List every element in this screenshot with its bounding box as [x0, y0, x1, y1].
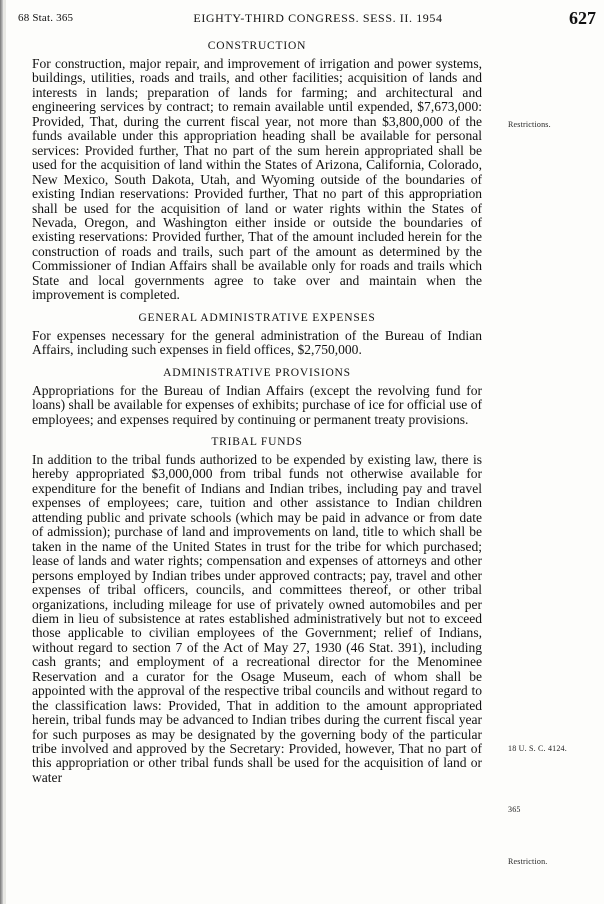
section-body-tribal-funds: In addition to the tribal funds authorized to be expended by existing law, there is hereby appropriated $3,000,000 from tribal funds not otherwise available for expenditure for the benefit of Indians and Indian tribes, including pay and travel expenses of employees; care, tuition and other assistance to Indian children attending public and private schools (which may be paid in advance or from date of admission); purchase of land and improvements on land, title to which shall be taken in the name of the United States in trust for the tribe for which purchased; lease of lands and water rights; compensation and expenses of attorneys and other persons employed by Indian tribes under approved contracts; pay, travel and other expenses of tribal officers, councils, and committees thereof, or other tribal organizations, including mileage for use of privately owned automobiles and per diem in lieu of subsistence at rates established administratively but not to exceed those applicable to civilian employees of the Government; relief of Indians, without regard to section 7 of the Act of May 27, 1930 (46 Stat. 391), including cash grants; and employment of a recreational director for the Menominee Reservation and a curator for the Osage Museum, each of whom shall be appointed with the approval of the respective tribal councils and without regard to the classification laws: Provided, That in addition to the amount appropriated herein, tribal funds may be advanced to Indian tribes during the current fiscal year for such purposes as may be designated by the governing body of the particular tribe involved and approved by the Secretary: Provided, however, That no part of this appropriation or other tribal funds shall be used for the acquisition of land or water	[32, 451, 482, 785]
section-heading-tribal-funds: TRIBAL FUNDS	[211, 435, 303, 448]
main-text-column	[32, 40, 482, 785]
running-header	[18, 8, 596, 30]
margin-note-page-ref: 365	[508, 805, 521, 814]
margin-note-restriction: Restriction.	[508, 857, 548, 866]
section-body-administrative-provisions: Appropriations for the Bureau of Indian Affairs (except the revolving fund for loans) shall be available for expenses of exhibits; purchase of ice for official use of employees; and expenses required by continuing or permanent treaty provisions.	[32, 382, 482, 427]
section-body-general-administrative-expenses: For expenses necessary for the general administration of the Bureau of Indian Affairs, including such expenses in field offices, $2,750,000.	[32, 327, 482, 358]
running-title: EIGHTY-THIRD CONGRESS. SESS. II. 1954	[193, 11, 443, 25]
section-heading-administrative-provisions: ADMINISTRATIVE PROVISIONS	[163, 366, 351, 379]
section-heading-general-administrative-expenses: GENERAL ADMINISTRATIVE EXPENSES	[138, 311, 376, 324]
margin-note-restrictions: Restrictions.	[508, 120, 551, 129]
section-heading-construction: CONSTRUCTION	[207, 40, 307, 52]
page-binding-shadow	[3, 0, 6, 904]
page-number: 627	[569, 8, 596, 28]
section-body-construction: For construction, major repair, and improvement of irrigation and power systems, buildings, utilities, roads and trails, and other facilities; acquisition of lands and interests in lands; preparation of lands for farming; and architectural and engineering services by contract; to remain available until expended, $7,673,000: Provided, That, during the current fiscal year, not more than $3,800,000 of the funds available under this appropriation heading shall be available for personal services: Provided further, That no part of the sum herein appropriated shall be used for the acquisition of land within the States of Arizona, California, Colorado, New Mexico, South Dakota, Utah, and Wyoming outside of the boundaries of existing Indian reservations: Provided further, That no part of this appropriation shall be used for the acquisition of land or water rights within the States of Nevada, Oregon, and Washington either inside or outside the boundaries of existing reservations: Provided further, That of the amount included herein for the construction of roads and trails, such part of the amount as determined by the Commissioner of Indian Affairs shall be available only for roads and trails which State and local governments agree to take over and maintain when the improvement is completed.	[32, 56, 482, 303]
margin-note-usc-citation: 18 U. S. C. 4124.	[508, 744, 567, 753]
statute-citation: 68 Stat. 365	[18, 12, 74, 24]
